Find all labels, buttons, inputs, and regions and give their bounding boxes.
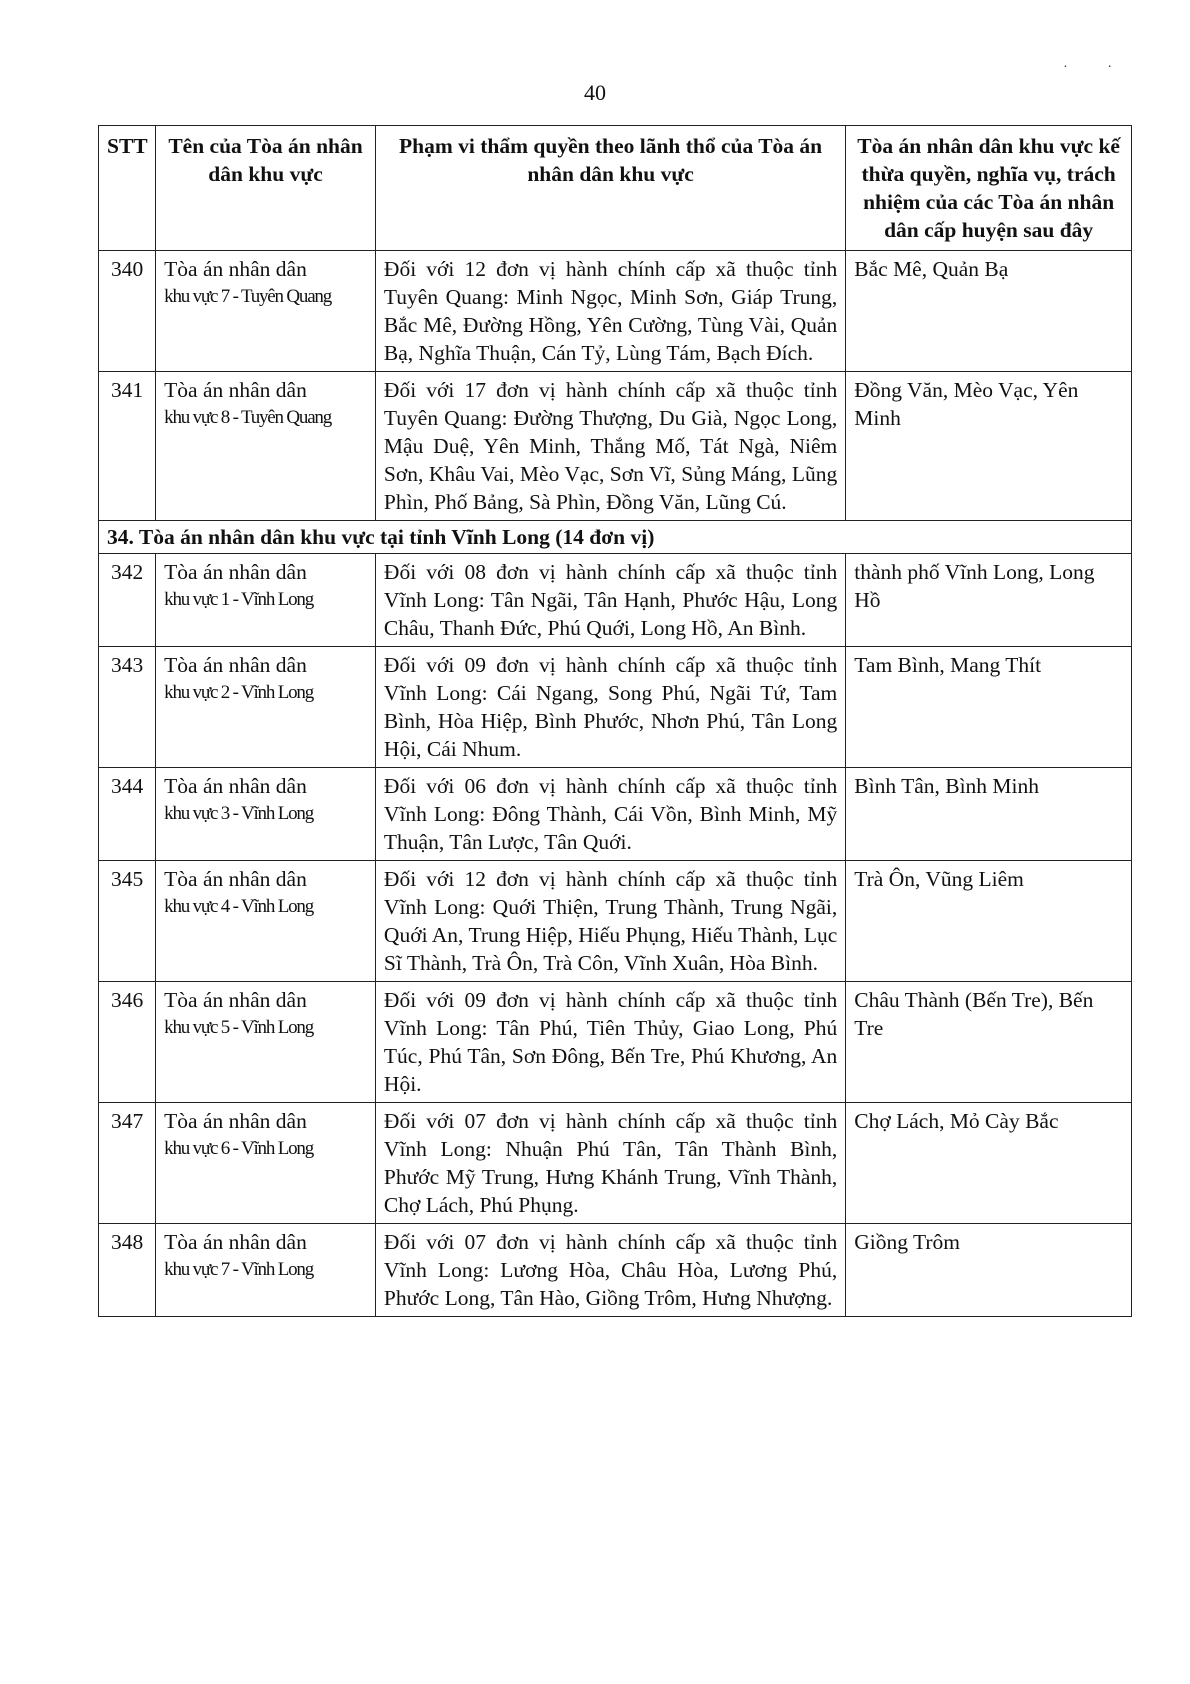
court-name-line2: khu vực 8 - Tuyên Quang bbox=[164, 407, 332, 428]
row-stt: 340 bbox=[99, 251, 156, 372]
header-name: Tên của Tòa án nhân dân khu vực bbox=[156, 126, 376, 251]
row-scope: Đối với 12 đơn vị hành chính cấp xã thuộc tỉnh Tuyên Quang: Minh Ngọc, Minh Sơn, Giáp Trung, Bắc Mê, Đường Hồng, Yên Cường, Tùng Vài, Quản Bạ, Nghĩa Thuận, Cán Tỷ, Lùng Tám, Bạch Đích. bbox=[375, 251, 845, 372]
section-row bbox=[99, 521, 1132, 554]
row-court-name bbox=[156, 1103, 376, 1224]
row-scope: Đối với 08 đơn vị hành chính cấp xã thuộc tỉnh Vĩnh Long: Tân Ngãi, Tân Hạnh, Phước Hậu, Long Châu, Thanh Đức, Phú Quới, Long Hồ, An Bình. bbox=[375, 554, 845, 647]
row-inherits: Chợ Lách, Mỏ Cày Bắc bbox=[846, 1103, 1132, 1224]
row-inherits: Đồng Văn, Mèo Vạc, Yên Minh bbox=[846, 372, 1132, 521]
row-inherits: Bắc Mê, Quản Bạ bbox=[846, 251, 1132, 372]
court-name-line1: Tòa án nhân dân bbox=[164, 988, 307, 1012]
court-name-line2: khu vực 4 - Vĩnh Long bbox=[164, 896, 314, 917]
row-court-name bbox=[156, 861, 376, 982]
court-name-line1: Tòa án nhân dân bbox=[164, 560, 307, 584]
court-name-line2: khu vực 7 - Tuyên Quang bbox=[164, 286, 332, 307]
section-title: 34. Tòa án nhân dân khu vực tại tỉnh Vĩnh Long (14 đơn vị) bbox=[99, 521, 1132, 554]
table-row bbox=[99, 1103, 1132, 1224]
row-stt: 345 bbox=[99, 861, 156, 982]
table-row bbox=[99, 861, 1132, 982]
row-stt: 342 bbox=[99, 554, 156, 647]
rows-vinh-long bbox=[99, 554, 1132, 1317]
court-name-line1: Tòa án nhân dân bbox=[164, 774, 307, 798]
table-row bbox=[99, 982, 1132, 1103]
court-name-line2: khu vực 1 - Vĩnh Long bbox=[164, 589, 314, 610]
row-stt: 343 bbox=[99, 647, 156, 768]
court-name-line1: Tòa án nhân dân bbox=[164, 867, 307, 891]
row-scope: Đối với 17 đơn vị hành chính cấp xã thuộc tỉnh Tuyên Quang: Đường Thượng, Du Già, Ngọc Long, Mậu Duệ, Yên Minh, Thắng Mố, Tát Ngà, Niêm Sơn, Khâu Vai, Mèo Vạc, Sơn Vĩ, Sủng Máng, Lũng Phìn, Phố Bảng, Sà Phìn, Đồng Văn, Lũng Cú. bbox=[375, 372, 845, 521]
court-name-line1: Tòa án nhân dân bbox=[164, 1109, 307, 1133]
table-header-row bbox=[99, 126, 1132, 251]
court-name-line2: khu vực 7 - Vĩnh Long bbox=[164, 1259, 314, 1280]
row-court-name bbox=[156, 251, 376, 372]
row-scope: Đối với 06 đơn vị hành chính cấp xã thuộc tỉnh Vĩnh Long: Đông Thành, Cái Vồn, Bình Minh, Mỹ Thuận, Tân Lược, Tân Quới. bbox=[375, 768, 845, 861]
row-scope: Đối với 09 đơn vị hành chính cấp xã thuộc tỉnh Vĩnh Long: Cái Ngang, Song Phú, Ngãi Tứ, Tam Bình, Hòa Hiệp, Bình Phước, Nhơn Phú, Tân Long Hội, Cái Nhum. bbox=[375, 647, 845, 768]
table-row bbox=[99, 554, 1132, 647]
table-row bbox=[99, 372, 1132, 521]
header-inherits: Tòa án nhân dân khu vực kế thừa quyền, nghĩa vụ, trách nhiệm của các Tòa án nhân dân cấp huyện sau đây bbox=[846, 126, 1132, 251]
court-name-line1: Tòa án nhân dân bbox=[164, 257, 307, 281]
row-court-name bbox=[156, 647, 376, 768]
row-court-name bbox=[156, 982, 376, 1103]
row-stt: 347 bbox=[99, 1103, 156, 1224]
row-inherits: Bình Tân, Bình Minh bbox=[846, 768, 1132, 861]
court-name-line1: Tòa án nhân dân bbox=[164, 653, 307, 677]
row-inherits: Tam Bình, Mang Thít bbox=[846, 647, 1132, 768]
row-court-name bbox=[156, 372, 376, 521]
table-row bbox=[99, 251, 1132, 372]
row-inherits: Trà Ôn, Vũng Liêm bbox=[846, 861, 1132, 982]
row-scope: Đối với 07 đơn vị hành chính cấp xã thuộc tỉnh Vĩnh Long: Lương Hòa, Châu Hòa, Lương Phú, Phước Long, Tân Hào, Giồng Trôm, Hưng Nhượng. bbox=[375, 1224, 845, 1317]
row-stt: 344 bbox=[99, 768, 156, 861]
row-scope: Đối với 07 đơn vị hành chính cấp xã thuộc tỉnh Vĩnh Long: Nhuận Phú Tân, Tân Thành Bình, Phước Mỹ Trung, Hưng Khánh Trung, Vĩnh Thành, Chợ Lách, Phú Phụng. bbox=[375, 1103, 845, 1224]
table-row bbox=[99, 1224, 1132, 1317]
row-inherits: thành phố Vĩnh Long, Long Hồ bbox=[846, 554, 1132, 647]
header-stt: STT bbox=[99, 126, 156, 251]
rows-tuyen-quang bbox=[99, 251, 1132, 521]
table-row bbox=[99, 647, 1132, 768]
row-scope: Đối với 09 đơn vị hành chính cấp xã thuộc tỉnh Vĩnh Long: Tân Phú, Tiên Thủy, Giao Long, Phú Túc, Phú Tân, Sơn Đông, Bến Tre, Phú Khương, An Hội. bbox=[375, 982, 845, 1103]
row-stt: 348 bbox=[99, 1224, 156, 1317]
row-inherits: Giồng Trôm bbox=[846, 1224, 1132, 1317]
row-stt: 341 bbox=[99, 372, 156, 521]
scan-specks: · · bbox=[1063, 60, 1130, 75]
row-inherits: Châu Thành (Bến Tre), Bến Tre bbox=[846, 982, 1132, 1103]
row-court-name bbox=[156, 768, 376, 861]
court-name-line1: Tòa án nhân dân bbox=[164, 378, 307, 402]
court-name-line1: Tòa án nhân dân bbox=[164, 1230, 307, 1254]
page-number: 40 bbox=[584, 80, 606, 105]
court-name-line2: khu vực 2 - Vĩnh Long bbox=[164, 682, 314, 703]
court-name-line2: khu vực 6 - Vĩnh Long bbox=[164, 1138, 314, 1159]
row-scope: Đối với 12 đơn vị hành chính cấp xã thuộc tỉnh Vĩnh Long: Quới Thiện, Trung Thành, Trung Ngãi, Quới An, Trung Hiệp, Hiếu Phụng, Hiếu Thành, Lục Sĩ Thành, Trà Ôn, Trà Côn, Vĩnh Xuân, Hòa Bình. bbox=[375, 861, 845, 982]
court-name-line2: khu vực 5 - Vĩnh Long bbox=[164, 1017, 314, 1038]
header-scope: Phạm vi thẩm quyền theo lãnh thổ của Tòa án nhân dân khu vực bbox=[375, 126, 845, 251]
table-row bbox=[99, 768, 1132, 861]
court-name-line2: khu vực 3 - Vĩnh Long bbox=[164, 803, 314, 824]
row-court-name bbox=[156, 554, 376, 647]
court-table bbox=[98, 125, 1132, 1317]
row-court-name bbox=[156, 1224, 376, 1317]
row-stt: 346 bbox=[99, 982, 156, 1103]
